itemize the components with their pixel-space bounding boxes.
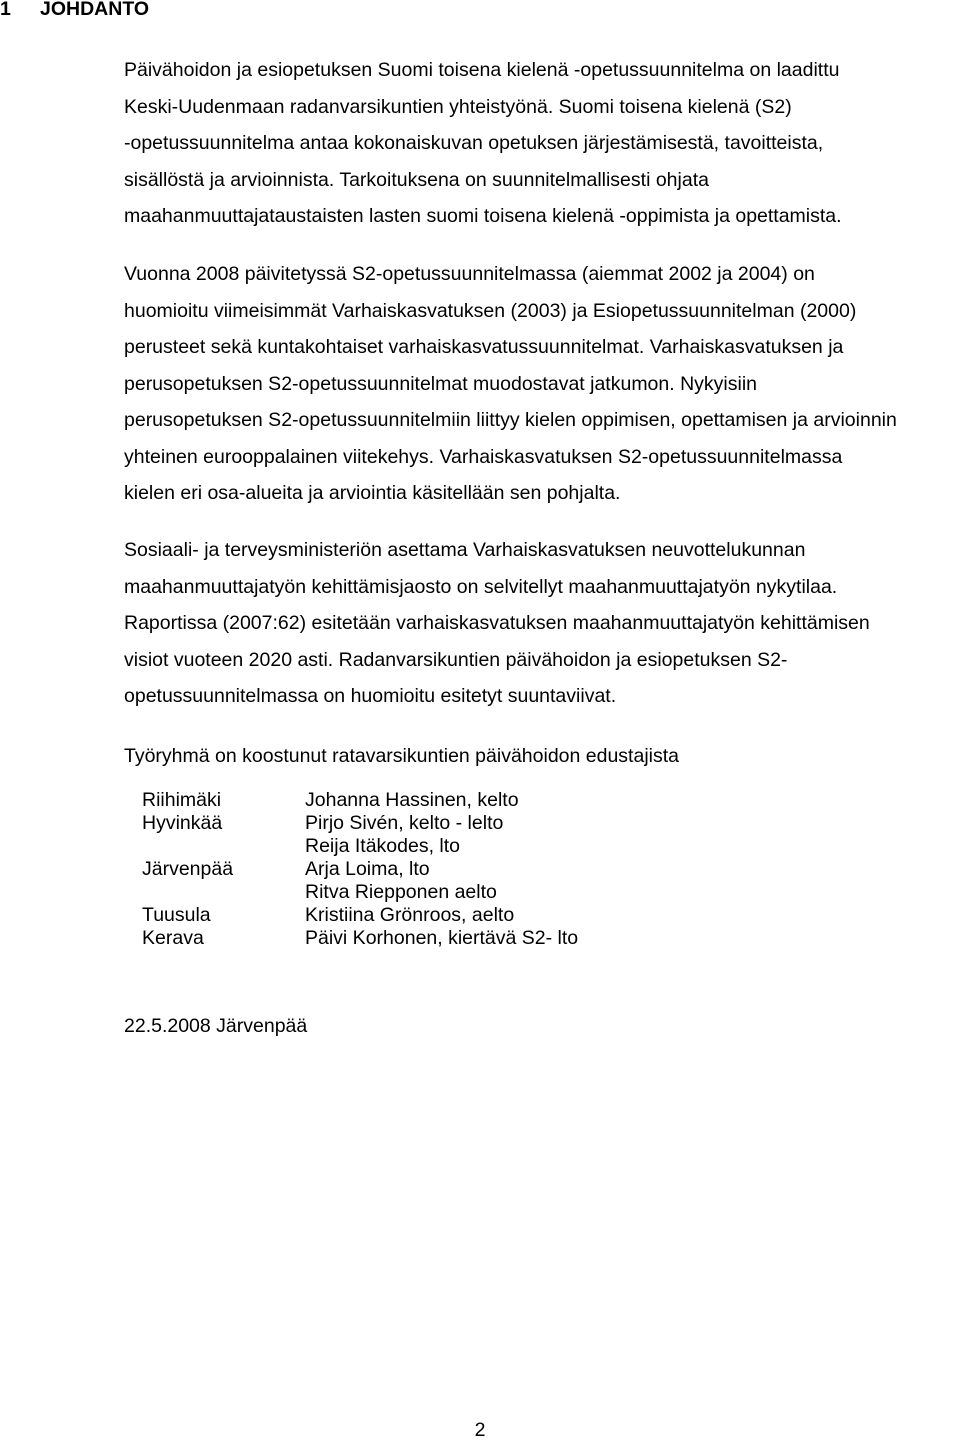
member-town: Tuusula: [142, 904, 211, 926]
paragraph-working-group: [124, 738, 960, 775]
page-number: 2: [474, 1419, 486, 1441]
member-row: [142, 812, 742, 835]
member-name: Johanna Hassinen, kelto: [305, 789, 519, 811]
member-town: Riihimäki: [142, 789, 222, 811]
member-row: [142, 927, 742, 950]
section-title: JOHDANTO: [40, 0, 150, 20]
paragraph-update-2008: [124, 256, 960, 512]
section-number: 1: [0, 0, 11, 20]
member-name: Reija Itäkodes, lto: [305, 835, 461, 857]
text-line: maahanmuuttajataustaisten lasten suomi toisena kielenä -oppimista ja opettamista.: [124, 205, 842, 227]
text-line: Keski-Uudenmaan radanvarsikuntien yhteistyönä. Suomi toisena kielenä (S2): [124, 95, 792, 118]
member-row: [142, 858, 742, 881]
text-line: opetussuunnitelmassa on huomioitu esitetyt suuntaviivat.: [124, 685, 617, 707]
text-line: -opetussuunnitelma antaa kokonaiskuvan opetuksen järjestämisestä, tavoitteista,: [124, 132, 824, 154]
text-line: Päivähoidon ja esiopetuksen Suomi toisena kielenä -opetussuunnitelma on laadittu: [124, 59, 840, 81]
text-line: perusopetuksen S2-opetussuunnitelmat muodostavat jatkumon. Nykyisiin: [124, 372, 758, 395]
text-line: maahanmuuttajatyön kehittämisjaosto on selvitellyt maahanmuuttajatyön nykytilaa.: [124, 575, 838, 598]
text-line: perusopetuksen S2-opetussuunnitelmiin liittyy kielen oppimisen, opettamisen ja arvioinnin: [124, 409, 897, 431]
text-line: kielen eri osa-alueita ja arviointia käsitellään sen pohjalta.: [124, 482, 621, 504]
text-line: huomioitu viimeisimmät Varhaiskasvatuksen (2003) ja Esiopetussuunnitelman (2000): [124, 299, 857, 322]
member-name: Arja Loima, lto: [305, 858, 430, 880]
text-line: yhteinen eurooppalainen viitekehys. Varhaiskasvatuksen S2-opetussuunnitelmassa: [124, 445, 843, 468]
paragraph-ministry-report: [124, 532, 960, 715]
member-town: [142, 881, 305, 904]
member-name: Ritva Riepponen aelto: [305, 881, 497, 903]
member-town: Kerava: [142, 927, 204, 949]
text-line: Vuonna 2008 päivitetyssä S2-opetussuunnitelmassa (aiemmat 2002 ja 2004) on: [124, 263, 815, 285]
member-row: [142, 881, 742, 904]
member-town: Hyvinkää: [142, 812, 223, 834]
text-line: Työryhmä on koostunut ratavarsikuntien päivähoidon edustajista: [124, 745, 679, 767]
text-line: Raportissa (2007:62) esitetään varhaiskasvatuksen maahanmuuttajatyön kehittämisen: [124, 612, 870, 634]
text-line: Sosiaali- ja terveysministeriön asettama Varhaiskasvatuksen neuvottelukunnan: [124, 539, 806, 561]
text-line: sisällöstä ja arvioinnista. Tarkoituksena on suunnitelmallisesti ohjata: [124, 168, 709, 191]
date-place: 22.5.2008 Järvenpää: [124, 1015, 308, 1037]
member-name: Kristiina Grönroos, aelto: [305, 904, 515, 926]
paragraph-intro: [124, 52, 960, 235]
member-town: [142, 835, 305, 858]
section-heading: [0, 0, 149, 22]
member-town: Järvenpää: [142, 858, 234, 880]
member-name: Pirjo Sivén, kelto - lelto: [305, 812, 504, 834]
member-row: [142, 835, 742, 858]
text-line: perusteet sekä kuntakohtaiset varhaiskasvatussuunnitelmat. Varhaiskasvatuksen ja: [124, 336, 844, 358]
working-group-members: [142, 789, 742, 950]
text-line: visiot vuoteen 2020 asti. Radanvarsikuntien päivähoidon ja esiopetuksen S2-: [124, 648, 788, 671]
member-row: [142, 904, 742, 927]
member-row: [142, 789, 742, 812]
member-name: Päivi Korhonen, kiertävä S2- lto: [305, 927, 579, 949]
